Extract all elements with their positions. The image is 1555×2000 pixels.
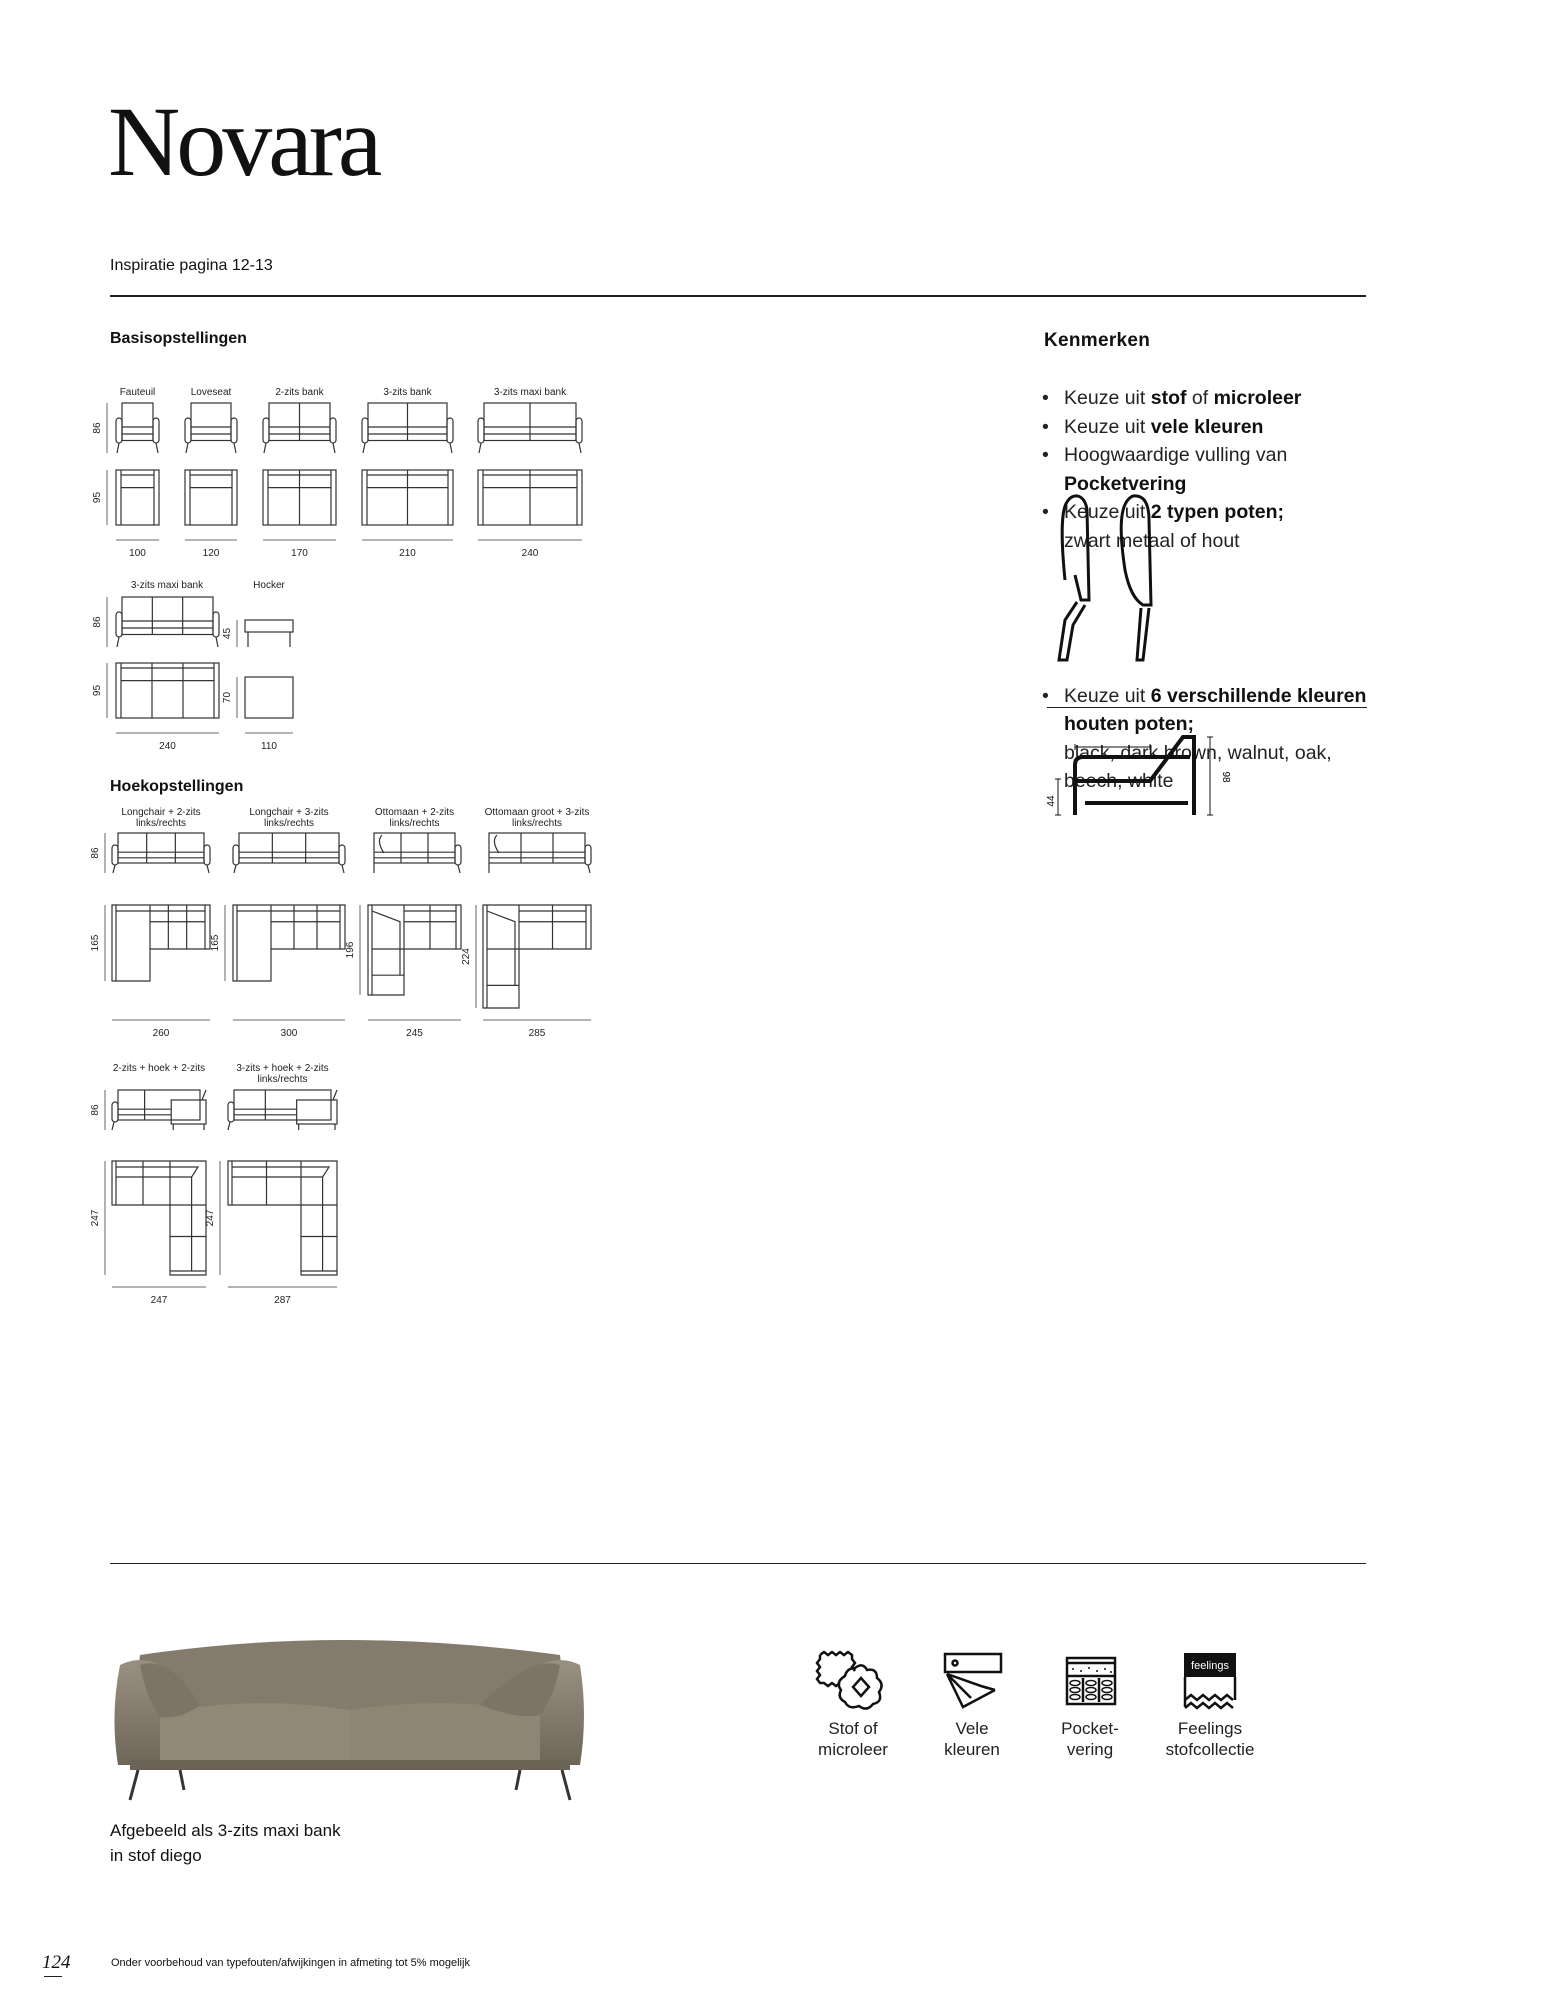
depth-label: 247 — [90, 1209, 101, 1227]
width-label: 240 — [521, 548, 539, 559]
photo-caption: Afgebeeld als 3-zits maxi bank in stof diego — [110, 1821, 341, 1865]
plan-view — [478, 470, 582, 525]
config-label: 2-zits bank — [275, 387, 324, 398]
depth-label: 196 — [345, 941, 356, 959]
height-label: 45 — [222, 627, 233, 640]
leg-types-icon — [1055, 490, 1155, 710]
config-sublabel: links/rechts — [263, 818, 315, 829]
config-sublabel: links/rechts — [511, 818, 563, 829]
depth-label: 165 — [210, 934, 221, 952]
plan-view — [362, 470, 453, 525]
total-height-label: 98 — [1220, 771, 1231, 783]
config-label: Hocker — [253, 580, 285, 591]
height-label: 86 — [90, 847, 101, 859]
depth-label: 247 — [205, 1209, 216, 1227]
page-number-underline — [44, 1976, 62, 1977]
config-label: 3-zits maxi bank — [130, 580, 204, 591]
inspiration-reference: Inspiratie pagina 12-13 — [110, 257, 273, 274]
config-label: 3-zits + hoek + 2-zits — [236, 1063, 329, 1074]
front-view — [362, 403, 453, 453]
config-label: Ottomaan groot + 3-zits — [484, 807, 590, 818]
width-label: 260 — [152, 1028, 170, 1039]
depth-label: 165 — [90, 934, 101, 952]
width-label: 100 — [129, 548, 146, 559]
feature-bullet: • Keuze uit vele kleuren — [1042, 413, 1372, 442]
width-label: 240 — [159, 741, 176, 752]
disclaimer: Onder voorbehoud van typefouten/afwijkingen in afmeting tot 5% mogelijk — [111, 1957, 470, 1969]
front-view — [233, 833, 345, 873]
feature-bullet: • Keuze uit 6 verschillende kleuren houten poten; black, dark brown, walnut, oak, beech, white — [1042, 682, 1372, 796]
plan-view — [116, 663, 219, 718]
config-label: 3-zits bank — [383, 387, 432, 398]
width-label: 285 — [528, 1028, 546, 1039]
seat-height-label: 44 — [1046, 795, 1057, 807]
width-label: 247 — [150, 1295, 168, 1306]
config-label: Loveseat — [190, 387, 232, 398]
width-label: 110 — [261, 741, 277, 752]
hocker-front — [245, 620, 293, 647]
sofa-photo — [100, 1595, 600, 1805]
page-title: Novara — [108, 86, 379, 197]
feelings-badge: feelings — [1191, 1660, 1229, 1672]
feature-bullet: • Keuze uit stof of microleer — [1042, 384, 1372, 413]
feature-label-feelings: Feelings stofcollectie — [1165, 1719, 1255, 1759]
configuration-drawings — [0, 0, 900, 1450]
front-view — [116, 597, 219, 647]
hoek-title: Hoekopstellingen — [110, 778, 244, 795]
config-sublabel: links/rechts — [389, 818, 440, 829]
feature-label-pocket: Pocket- vering — [1061, 1719, 1119, 1759]
page-number: 124 — [42, 1952, 71, 1973]
config-label: Longchair + 2-zits — [121, 807, 201, 818]
corner-plan-view — [228, 1161, 337, 1275]
height-label: 86 — [92, 616, 103, 628]
depth-label: 95 — [92, 684, 103, 697]
width-label: 300 — [280, 1028, 298, 1039]
feature-label-fabric: Stof of microleer — [818, 1719, 888, 1759]
fabric-leather-icon — [815, 1650, 895, 1712]
corner-plan-view — [483, 905, 591, 1008]
front-view — [263, 403, 336, 453]
kenmerken-title: Kenmerken — [1044, 330, 1151, 351]
plan-view — [116, 470, 159, 525]
width-label: 287 — [274, 1295, 291, 1306]
config-label: Fauteuil — [119, 387, 156, 398]
corner-plan-view — [368, 905, 461, 995]
feature-bullet: • Hoogwaardige vulling van Pocketvering — [1042, 441, 1372, 498]
height-label: 86 — [90, 1104, 101, 1116]
depth-label: 224 — [461, 948, 472, 965]
depth-label: 95 — [92, 491, 103, 504]
color-swatch-icon — [935, 1652, 1005, 1714]
front-view — [116, 403, 159, 453]
front-view — [478, 403, 582, 453]
pocket-spring-icon — [1065, 1656, 1117, 1708]
front-view — [112, 833, 210, 873]
front-view — [112, 1090, 206, 1130]
depth-label: 70 — [222, 691, 233, 704]
feature-label-colors: Vele kleuren — [944, 1719, 1000, 1759]
front-view — [374, 833, 461, 873]
feelings-icon — [1182, 1652, 1238, 1718]
config-label: 3-zits maxi bank — [493, 387, 567, 398]
width-label: 245 — [406, 1028, 423, 1039]
front-view — [185, 403, 237, 453]
front-view — [489, 833, 591, 873]
corner-plan-view — [112, 1161, 206, 1275]
width-label: 170 — [291, 548, 308, 559]
front-view — [228, 1090, 337, 1130]
width-label: 210 — [399, 548, 416, 559]
config-label: 2-zits + hoek + 2-zits — [112, 1063, 206, 1074]
plan-view — [185, 470, 237, 525]
corner-plan-view — [112, 905, 210, 981]
height-label: 86 — [92, 422, 103, 434]
chair-dimension-diagram — [1040, 735, 1240, 825]
basis-title: Basisopstellingen — [110, 330, 247, 347]
config-label: Longchair + 3-zits — [249, 807, 329, 818]
width-label: 120 — [202, 548, 220, 559]
hocker-plan — [245, 677, 293, 718]
kenmerken-divider — [1047, 707, 1367, 708]
plan-view — [263, 470, 336, 525]
bottom-divider — [110, 1563, 1366, 1564]
config-sublabel: links/rechts — [257, 1074, 308, 1085]
corner-plan-view — [233, 905, 345, 981]
config-sublabel: links/rechts — [135, 818, 187, 829]
feature-bullet: • Keuze uit 2 typen poten; zwart metaal of hout — [1042, 498, 1372, 555]
config-label: Ottomaan + 2-zits — [374, 807, 455, 818]
